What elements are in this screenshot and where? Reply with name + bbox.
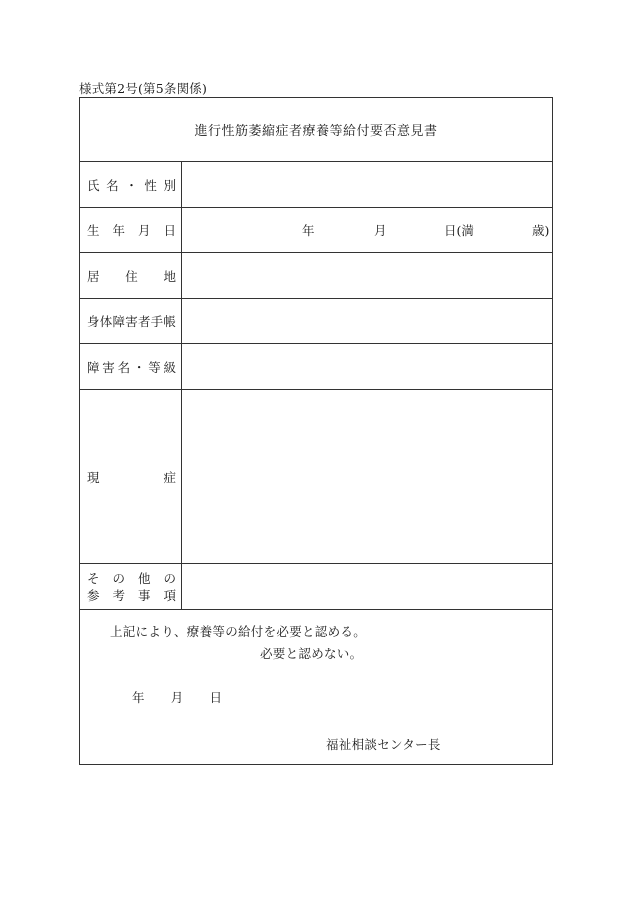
statement-line-required: 上記により、療養等の給付を必要と認める。 xyxy=(110,624,367,639)
label-char: 名 xyxy=(106,177,119,193)
label-char: 名 xyxy=(117,359,131,375)
label-char: 居 xyxy=(87,268,100,284)
label-birthdate xyxy=(80,208,182,252)
label-char: 障 xyxy=(112,314,125,329)
label-char: 等 xyxy=(148,359,161,375)
label-char: 性 xyxy=(144,177,157,193)
label-char: 氏 xyxy=(87,177,100,193)
age-label: 歳) xyxy=(532,223,550,238)
label-char: ・ xyxy=(125,177,138,193)
field-other-notes[interactable] xyxy=(182,564,552,609)
label-char: 別 xyxy=(163,177,176,193)
label-char: 年 xyxy=(112,223,125,238)
row-other-notes xyxy=(80,563,552,609)
field-disability-certificate[interactable] xyxy=(182,299,552,343)
birth-day-label: 日(満 xyxy=(444,223,474,238)
form-number: 様式第2号(第5条関係) xyxy=(79,81,208,96)
label-disability-grade xyxy=(80,344,182,389)
label-char: 地 xyxy=(163,268,176,284)
form-frame xyxy=(79,97,553,765)
field-name-gender[interactable] xyxy=(182,162,552,207)
label-name-gender xyxy=(80,162,182,207)
label-char: 他 xyxy=(137,570,151,586)
row-birthdate xyxy=(80,207,552,252)
statement-day: 日 xyxy=(209,690,222,705)
label-char: 害 xyxy=(125,314,138,329)
label-char: 障 xyxy=(87,359,100,375)
label-other-notes xyxy=(80,564,182,609)
label-char: 日 xyxy=(163,223,176,238)
label-char: 項 xyxy=(163,587,176,603)
label-char: 身 xyxy=(87,314,100,329)
signer-title: 福祉相談センター長 xyxy=(326,737,441,752)
label-char: 帳 xyxy=(163,314,176,329)
label-char: そ xyxy=(87,570,100,586)
label-char: 参 xyxy=(87,587,100,603)
label-disability-certificate xyxy=(80,299,182,343)
row-disability-grade xyxy=(80,343,552,389)
label-char: の xyxy=(163,570,176,586)
statement-line-not-required: 必要と認めない。 xyxy=(260,646,363,661)
label-char: 害 xyxy=(102,359,115,375)
label-char: 者 xyxy=(137,314,151,329)
row-current-symptoms xyxy=(80,389,552,563)
field-residence[interactable] xyxy=(182,253,552,298)
label-char: 考 xyxy=(112,587,125,603)
field-current-symptoms[interactable] xyxy=(182,390,552,563)
statement-date[interactable] xyxy=(132,688,222,706)
label-char: 級 xyxy=(163,359,176,375)
label-residence xyxy=(80,253,182,298)
label-char: 事 xyxy=(137,587,151,603)
label-char: 手 xyxy=(150,314,164,329)
row-residence xyxy=(80,252,552,298)
row-disability-certificate xyxy=(80,298,552,343)
label-char: ・ xyxy=(132,359,146,375)
label-char: 体 xyxy=(99,314,113,329)
label-char: 現 xyxy=(87,469,100,485)
statement-month: 月 xyxy=(170,690,184,705)
label-char: 住 xyxy=(125,268,138,284)
form-title: 進行性筋萎縮症者療養等給付要否意見書 xyxy=(194,124,438,139)
field-disability-grade[interactable] xyxy=(182,344,552,389)
label-current-symptoms xyxy=(80,390,182,563)
row-name-gender xyxy=(80,161,552,207)
label-char: 生 xyxy=(87,223,100,238)
birth-month-label: 月 xyxy=(374,223,387,238)
label-char: 月 xyxy=(137,223,151,238)
birth-year-label: 年 xyxy=(302,223,315,238)
label-char: 症 xyxy=(163,469,176,485)
label-char: の xyxy=(112,570,125,586)
statement-year: 年 xyxy=(132,690,145,705)
field-birthdate[interactable] xyxy=(182,208,552,252)
statement-area xyxy=(80,609,552,765)
